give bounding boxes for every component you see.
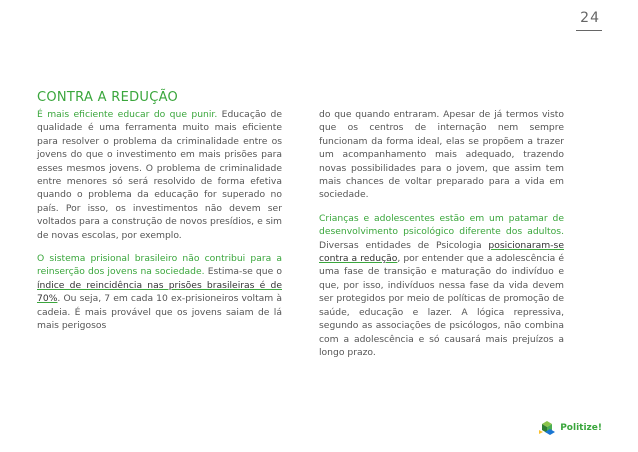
right-p2-text-b: , por entender que a adolescência é uma fase de transição e maturação do indivíduo e que, por isso, indivíduos nessa fase da vida devem ser protegidos por meio de políticas de promoção de saúde, educação e lazer. A lógica repressiva, segundo as associações de psicólogos, não combina com a adolescência e só causará mais prejuízos a longo prazo. (319, 253, 564, 358)
left-p2-lead: O sistema prisional brasileiro não contribui para a reinserção dos jovens na sociedade. (37, 253, 282, 278)
left-p2-text-a: Estima-se que o (204, 266, 282, 278)
left-p1-text: Educação de qualidade é uma ferramenta muito mais eficiente para resolver o problema da criminalidade entre os jovens do que o investimento em mais prisões para esses mesmos jovens. O problema de criminalidade entre menores só será resolvido de forma efetiva quando o problema da educação for superado no país. Por isso, os investimentos não devem ser voltados para a construção de novos presídios, e sim de novas escolas, por exemplo. (37, 109, 282, 241)
left-p1-lead: É mais eficiente educar do que punir. (37, 109, 218, 120)
left-column (37, 108, 282, 343)
left-p2-highlight: índice de reincidência nas prisões brasileiras é de 70% (37, 279, 282, 305)
section-heading: CONTRA A REDUÇÃO (37, 90, 179, 105)
right-p2-text-a: Diversas entidades de Psicologia (319, 239, 489, 251)
right-p1-text: do que quando entraram. Apesar de já termos visto que os centros de internação nem sempre funcionam da forma ideal, elas se propõem a trazer um acompanhamento mais adequado, trazendo novas possibilidades para o jovem, que assim tem mais chances de voltar preparado para a vida em sociedade. (319, 109, 564, 201)
page-number: 24 (580, 10, 600, 26)
left-paragraph-1 (37, 108, 282, 242)
right-column (319, 108, 564, 369)
right-p2-lead: Crianças e adolescentes estão em um patamar de desenvolvimento psicológico diferente dos adultos. (319, 212, 564, 238)
brand-footer (538, 420, 602, 436)
right-p2-highlight: posicionaram-se contra a redução (319, 239, 564, 265)
brand-name: Politize! (560, 423, 602, 433)
right-paragraph-2 (319, 212, 564, 359)
page-number-underline (576, 30, 602, 31)
left-p2-text-b: . Ou seja, 7 em cada 10 ex-prisioneiros voltam à cadeia. É mais provável que os jovens saiam de lá mais perigosos (37, 293, 282, 332)
right-paragraph-1 (319, 108, 564, 202)
politize-logo-icon (538, 420, 556, 436)
left-paragraph-2 (37, 252, 282, 332)
